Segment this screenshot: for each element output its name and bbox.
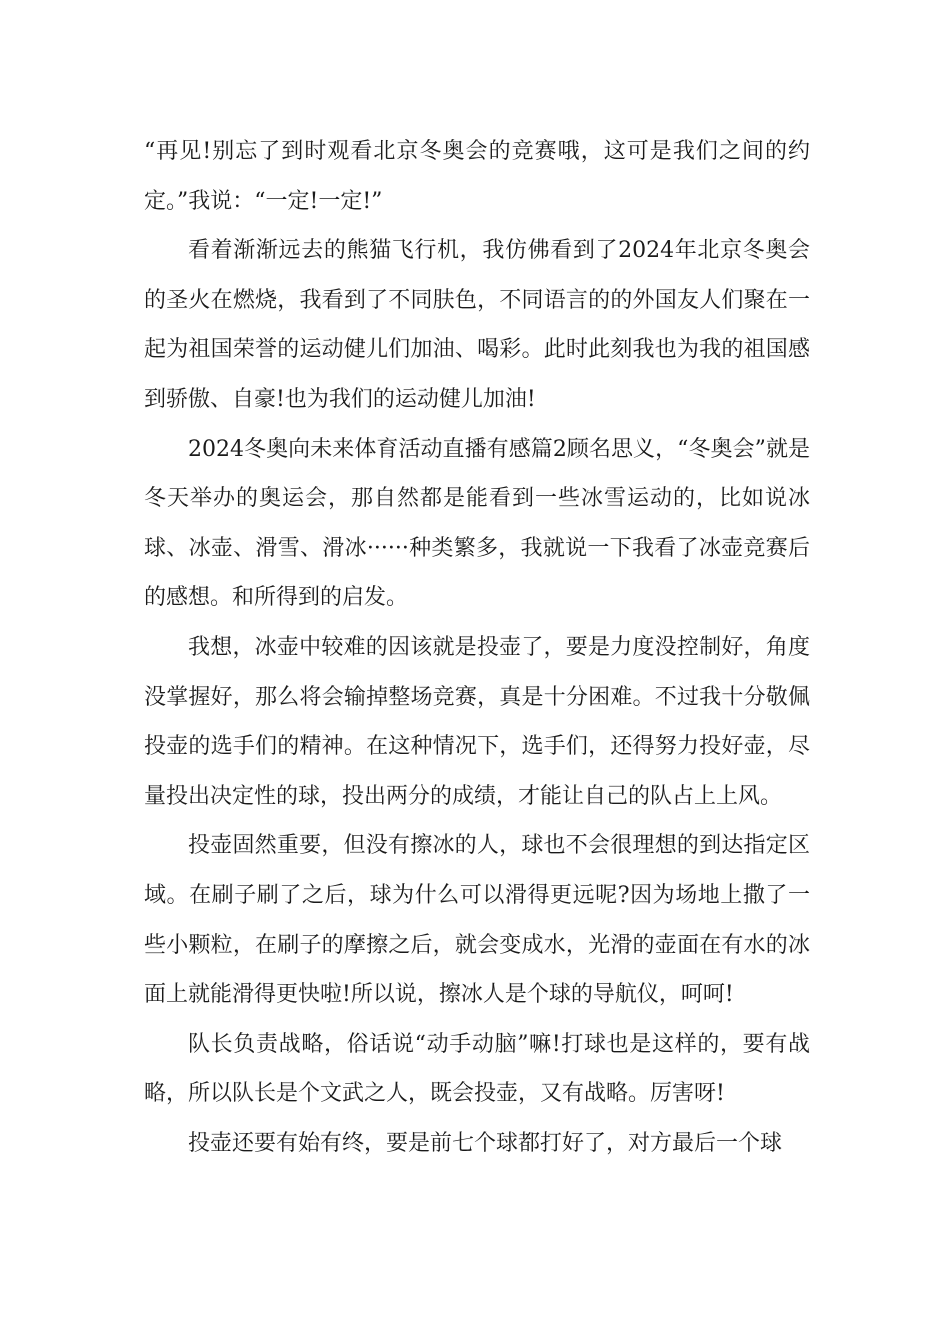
paragraph-farewell: “再见!别忘了到时观看北京冬奥会的竞赛哦，这可是我们之间的约定。”我说：“一定!一定!” bbox=[144, 139, 810, 214]
paragraph-essay-2-intro: 2024冬奥向未来体育活动直播有感篇2顾名思义，“冬奥会”就是冬天举办的奥运会，那自然都是能看到一些冰雪运动的，比如说冰球、冰壶、滑雪、滑冰······种类繁多，我就说一下我看了冰壶竞赛后的感想。和所得到的启发。 bbox=[144, 436, 810, 611]
paragraph-captain-strategy: 队长负责战略，俗话说“动手动脑”嘛!打球也是这样的，要有战略，所以队长是个文武之人，既会投壶，又有战略。厉害呀! bbox=[144, 1031, 810, 1107]
paragraph-finish: 投壶还要有始有终，要是前七个球都打好了，对方最后一个球 bbox=[188, 1130, 783, 1156]
paragraph-panda-plane: 看着渐渐远去的熊猫飞行机，我仿佛看到了2024年北京冬奥会的圣火在燃烧，我看到了不同肤色，不同语言的的外国友人们聚在一起为祖国荣誉的运动健儿们加油、喝彩。此时此刻我也为我的祖国感到骄傲、自豪!也为我们的运动健儿加油! bbox=[144, 238, 810, 412]
paragraph-sweeping: 投壶固然重要，但没有擦冰的人，球也不会很理想的到达指定区域。在刷子刷了之后，球为什么可以滑得更远呢?因为场地上撒了一些小颗粒，在刷子的摩擦之后，就会变成水，光滑的壶面在有水的冰面上就能滑得更快啦!所以说，擦冰人是个球的导航仪，呵呵! bbox=[144, 833, 810, 1008]
document-body bbox=[144, 127, 810, 1168]
paragraph-throwing-stone: 我想，冰壶中较难的因该就是投壶了，要是力度没控制好，角度没掌握好，那么将会输掉整场竞赛，真是十分困难。不过我十分敬佩投壶的选手们的精神。在这种情况下，选手们，还得努力投好壶，尽量投出决定性的球，投出两分的成绩，才能让自己的队占上上风。 bbox=[144, 634, 810, 809]
